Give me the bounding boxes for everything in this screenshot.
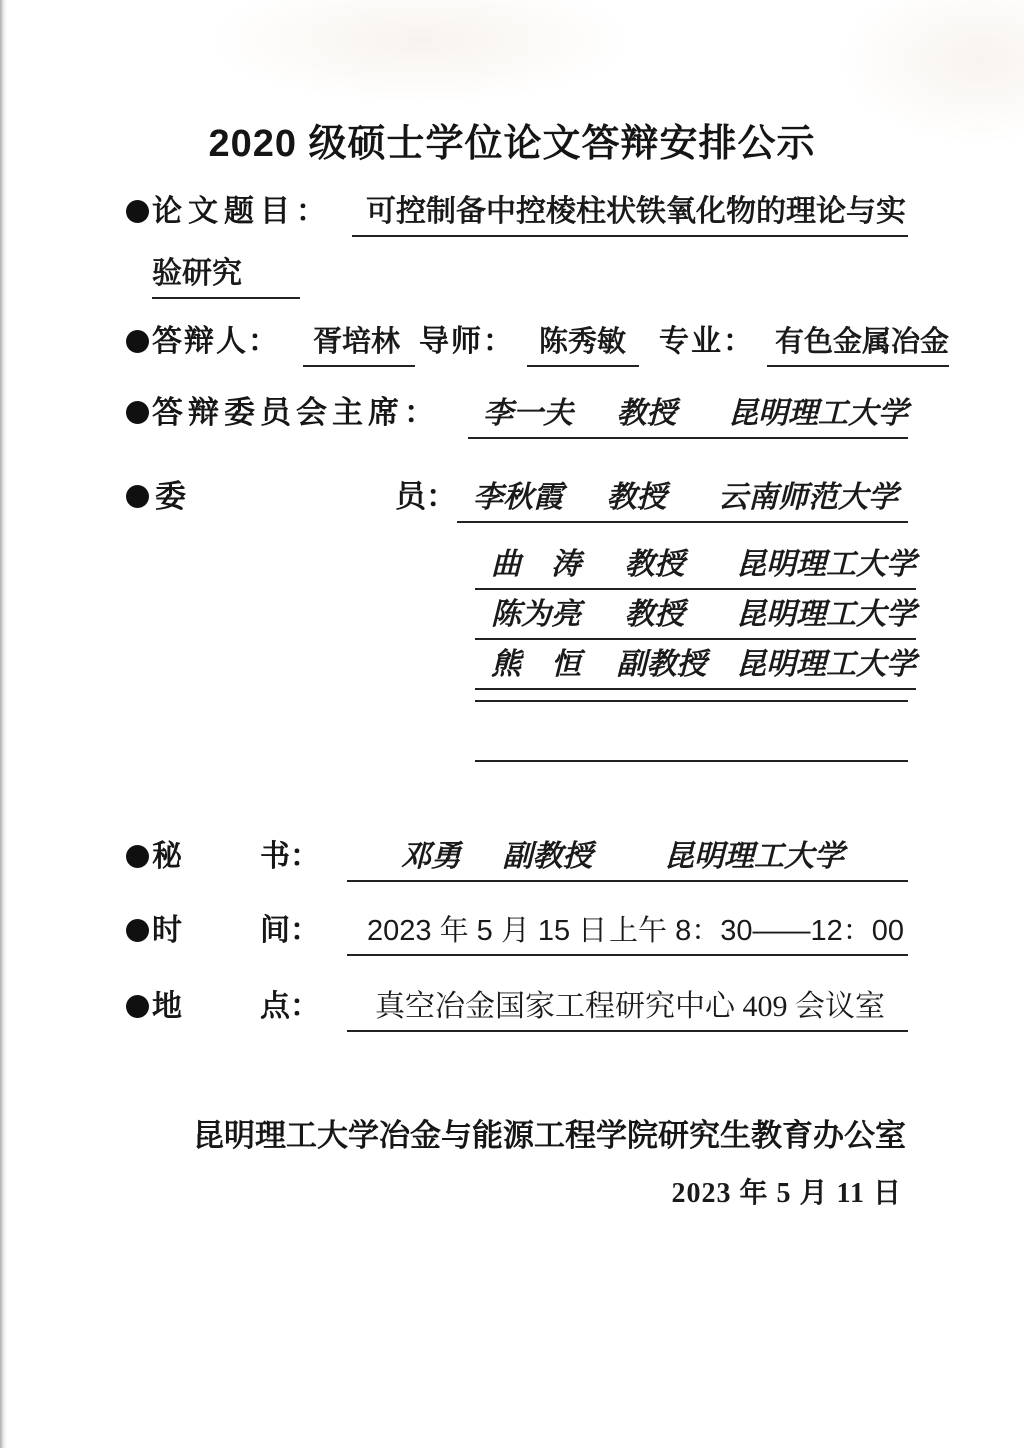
secretary-title: 副教授	[502, 840, 593, 873]
committee-member-row	[457, 479, 908, 523]
time-label-first: 时	[152, 914, 182, 947]
bullet-icon	[126, 401, 149, 424]
committee-member-row	[475, 546, 916, 590]
field-chair-row	[126, 394, 908, 439]
member-name: 曲 涛	[491, 548, 581, 581]
time-label-second: 间：	[260, 914, 320, 947]
member-name: 李秋霞	[473, 481, 563, 514]
secretary-label	[152, 838, 320, 876]
footer-date: 2023 年 5 月 11 日	[671, 1178, 902, 1209]
bullet-icon	[126, 919, 149, 942]
committee-empty-slot	[475, 760, 908, 762]
field-time-row	[126, 912, 908, 956]
footer-organization: 昆明理工大学冶金与能源工程学院研究生教育办公室	[193, 1118, 906, 1153]
committee-member-row	[475, 646, 916, 690]
page-title: 2020 级硕士学位论文答辩安排公示	[208, 123, 816, 165]
chair-label: 答辩委员会主席：	[152, 395, 440, 430]
member-title: 教授	[624, 548, 685, 581]
committee-label-first: 委	[155, 479, 186, 514]
supervisor-label: 导师：	[419, 325, 515, 358]
member-title: 教授	[624, 598, 685, 631]
secretary-value	[347, 838, 908, 882]
secretary-label-first: 秘	[152, 840, 182, 873]
field-location-row	[126, 988, 908, 1032]
thesis-title-label: 论文题目：	[152, 195, 332, 228]
member-title: 副教授	[616, 648, 707, 681]
location-label-first: 地	[152, 990, 182, 1023]
member-university: 昆明理工大学	[736, 548, 916, 581]
member-university: 昆明理工大学	[736, 598, 916, 631]
committee-empty-slot	[475, 700, 908, 702]
committee-label	[155, 478, 457, 516]
time-value	[347, 912, 908, 956]
bullet-icon	[126, 200, 149, 223]
field-secretary-row	[126, 838, 908, 882]
member-line	[475, 546, 916, 590]
scan-edge-artifact	[0, 0, 7, 1448]
field-thesis-title-wrap	[126, 255, 908, 299]
chair-university: 昆明理工大学	[728, 397, 908, 430]
major-value: 有色金属冶金	[767, 323, 949, 367]
bullet-icon	[126, 330, 149, 353]
committee-label-second: 员：	[395, 479, 457, 514]
location-label	[152, 988, 320, 1026]
defense-date: 2023 年 5 月 15 日	[367, 915, 608, 947]
chair-value	[468, 395, 908, 439]
secretary-university: 昆明理工大学	[664, 840, 844, 873]
member-line	[475, 646, 916, 690]
member-name: 熊 恒	[491, 648, 581, 681]
committee-member-row	[475, 596, 916, 640]
member-line	[475, 596, 916, 640]
major-label: 专业：	[659, 325, 755, 358]
thesis-title-value-line2: 验研究	[152, 255, 300, 299]
thesis-title-value-line1: 可控制备中控棱柱状铁氧化物的理论与实	[352, 193, 908, 237]
location-label-second: 点：	[260, 990, 320, 1023]
bullet-icon	[126, 485, 149, 508]
defender-value: 胥培林	[303, 323, 415, 367]
field-defender-row	[126, 323, 950, 367]
time-label	[152, 912, 320, 950]
field-committee-row	[126, 478, 908, 523]
chair-name: 李一夫	[483, 397, 573, 430]
member-title: 教授	[606, 481, 667, 514]
bullet-icon	[126, 845, 149, 868]
defender-label: 答辩人：	[152, 325, 280, 358]
defense-period: 上午 8：30——12：00	[609, 915, 904, 947]
chair-title: 教授	[616, 397, 677, 430]
secretary-label-second: 书：	[260, 840, 320, 873]
field-thesis-title	[126, 193, 908, 237]
supervisor-value: 陈秀敏	[527, 323, 639, 367]
member-university: 昆明理工大学	[736, 648, 916, 681]
member-name: 陈为亮	[491, 598, 581, 631]
member-university: 云南师范大学	[718, 481, 898, 514]
bullet-icon	[126, 995, 149, 1018]
secretary-name: 邓勇	[401, 840, 461, 873]
location-value: 真空冶金国家工程研究中心 409 会议室	[347, 988, 908, 1032]
